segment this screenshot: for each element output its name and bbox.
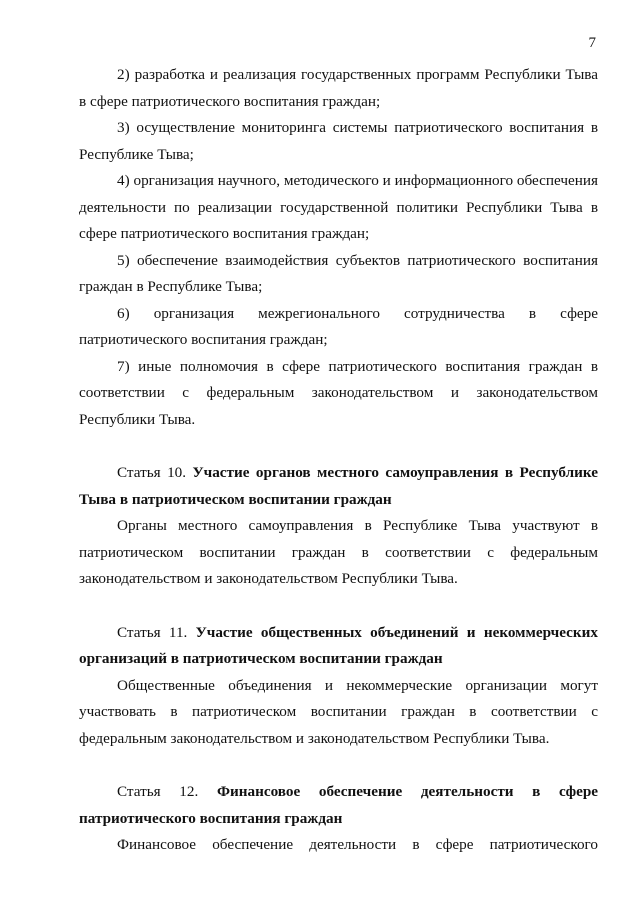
article-11-heading [79,620,598,673]
article-10-title: Участие органов местного самоуправления в Республике Тыва в патриотическом воспитании граждан [79,464,598,508]
article-12-number: Статья 12. [117,783,199,800]
list-item: 4) организация научного, методического и информационного обеспечения деятельности по реализации государственной политики Республики Тыва в сфере патриотического воспитания граждан; [79,172,598,242]
list-item: 3) осуществление мониторинга системы патриотического воспитания в Республике Тыва; [79,119,598,163]
article-10-number: Статья 10. [117,464,187,481]
spacer [79,593,598,620]
list-item: 6) организация межрегионального сотрудничества в сфере патриотического воспитания граждан; [79,304,598,348]
list-item: 7) иные полномочия в сфере патриотического воспитания граждан в соответствии с федеральным законодательством и законодательством Республики Тыва. [79,357,598,428]
spacer [79,752,598,779]
list-item: 2) разработка и реализация государственных программ Республики Тыва в сфере патриотического воспитания граждан; [79,66,598,110]
list-item: 5) обеспечение взаимодействия субъектов патриотического воспитания граждан в Республике Тыва; [79,251,598,295]
page-number: 7 [588,35,596,51]
article-12-body: Финансовое обеспечение деятельности в сфере патриотического [117,836,598,853]
article-12-heading [79,779,598,832]
document-body [79,62,598,859]
article-11-body: Общественные объединения и некоммерческие организации могут участвовать в патриотическом воспитании граждан в соответствии с федеральным законодательством и законодательством Республики Тыва. [79,676,598,747]
spacer [79,433,598,460]
article-10-heading [79,460,598,513]
article-10-body: Органы местного самоуправления в Республике Тыва участвуют в патриотическом воспитании граждан в соответствии с федеральным законодательством и законодательством Республики Тыва. [79,517,598,587]
article-11-title: Участие общественных объединений и некоммерческих организаций в патриотическом воспитании граждан [79,623,598,667]
article-12-title: Финансовое обеспечение деятельности в сфере патриотического воспитания граждан [79,783,599,827]
article-11-number: Статья 11. [117,623,188,641]
